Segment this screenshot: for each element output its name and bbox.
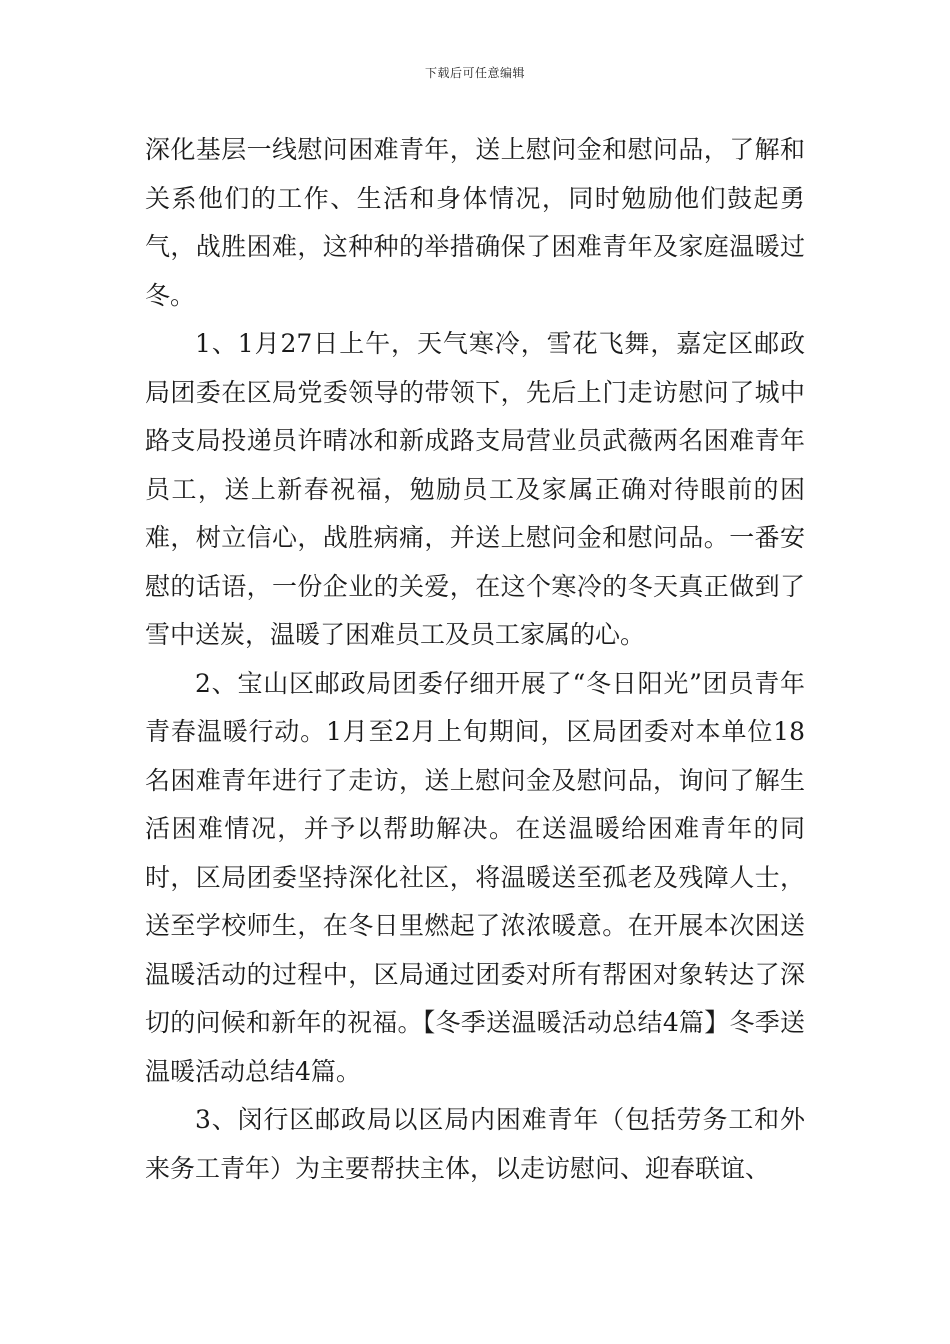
- header-note: 下载后可任意编辑: [424, 66, 525, 80]
- paragraph-intro: 深化基层一线慰问困难青年，送上慰问金和慰问品，了解和关系他们的工作、生活和身体情况，同时勉励他们鼓起勇气，战胜困难，这种种的举措确保了困难青年及家庭温暖过冬。: [145, 135, 805, 310]
- paragraph-item-2: 2、宝山区邮政局团委仔细开展了“冬日阳光”团员青年青春温暖行动。1月至2月上旬期间，区局团委对本单位18名困难青年进行了走访，送上慰问金及慰问品，询问了解生活困难情况，并予以帮助解决。在送温暖给困难青年的同时，区局团委坚持深化社区，将温暖送至孤老及残障人士，送至学校师生，在冬日里燃起了浓浓暖意。在开展本次困送温暖活动的过程中，区局通过团委对所有帮困对象转达了深切的问候和新年的祝福。【冬季送温暖活动总结4篇】冬季送温暖活动总结4篇。: [145, 668, 805, 1086]
- paragraph-item-3: 3、闵行区邮政局以区局内困难青年（包括劳务工和外来务工青年）为主要帮扶主体，以走访慰问、迎春联谊、: [145, 1105, 805, 1183]
- document-body: [145, 126, 805, 1193]
- paragraph-item-1: 1、1月27日上午，天气寒冷，雪花飞舞，嘉定区邮政局团委在区局党委领导的带领下，先后上门走访慰问了城中路支局投递员许晴冰和新成路支局营业员武薇两名困难青年员工，送上新春祝福，勉励员工及家属正确对待眼前的困难，树立信心，战胜病痛，并送上慰问金和慰问品。一番安慰的话语，一份企业的关爱，在这个寒冷的冬天真正做到了雪中送炭，温暖了困难员工及员工家属的心。: [145, 329, 805, 649]
